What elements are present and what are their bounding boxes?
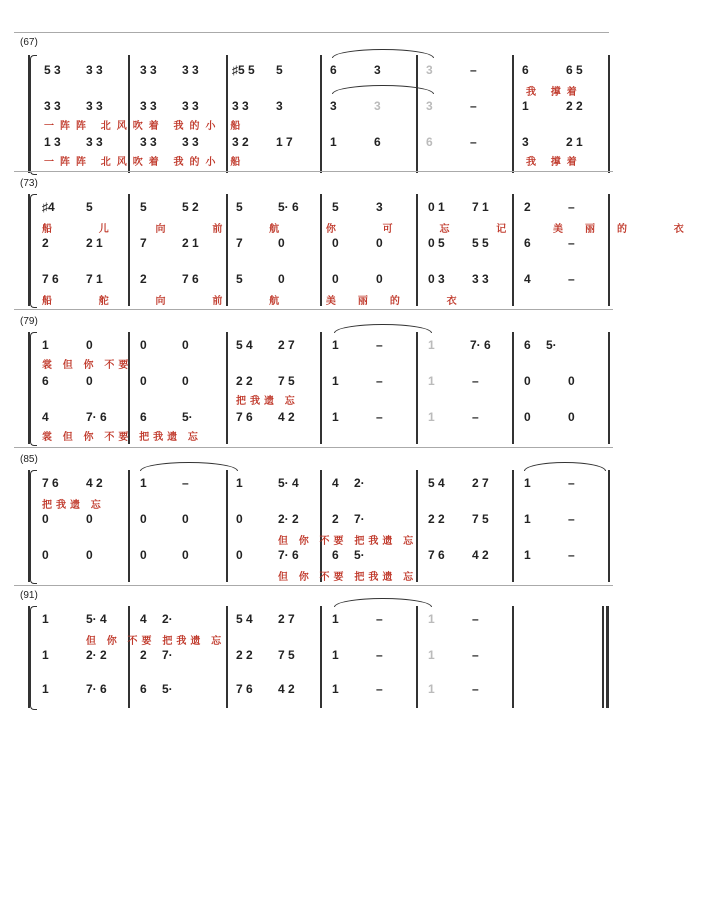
- barline: [226, 606, 228, 708]
- note-group: 7 6: [42, 476, 59, 490]
- note-group: 0: [524, 374, 531, 388]
- final-barline: [602, 606, 604, 708]
- note-group: 3 3: [140, 135, 157, 149]
- lyrics-line: 我 撑着: [526, 87, 583, 98]
- note-group: 3 3: [182, 63, 199, 77]
- note-group: 5: [236, 200, 243, 214]
- note-group: 0: [140, 548, 147, 562]
- final-barline: [606, 606, 609, 708]
- note-group: 2 1: [86, 236, 103, 250]
- note-group: –: [376, 612, 383, 626]
- note-group: 5·: [182, 410, 193, 424]
- note-group: 0: [568, 410, 575, 424]
- note-group: 1: [332, 612, 339, 626]
- system-brace: [30, 55, 37, 175]
- barline: [320, 470, 322, 582]
- lyrics-line: 裳 但 你 不要: [42, 360, 133, 371]
- barline: [512, 55, 514, 173]
- note-group: 3 3: [140, 63, 157, 77]
- note-group: 6: [426, 135, 433, 149]
- lyrics-line: 把我遗 忘: [236, 396, 299, 407]
- note-group: 3 3: [86, 135, 103, 149]
- lyrics-line: 但 你 不要 把我遗 忘: [278, 536, 418, 547]
- note-group: 7 6: [182, 272, 199, 286]
- barline: [416, 55, 418, 173]
- note-group: 7 6: [42, 272, 59, 286]
- note-group: 2·: [354, 476, 365, 490]
- barline: [226, 470, 228, 582]
- barline: [320, 332, 322, 444]
- note-group: 1: [332, 682, 339, 696]
- note-group: 0: [140, 512, 147, 526]
- note-group: 3: [276, 99, 283, 113]
- note-group: 0: [278, 272, 285, 286]
- note-group: –: [568, 272, 575, 286]
- note-group: 3: [426, 63, 433, 77]
- note-group: 3: [522, 135, 529, 149]
- note-group: 2· 2: [86, 648, 107, 662]
- system-73: [14, 176, 706, 311]
- note-group: 3: [376, 200, 383, 214]
- note-group: 2: [42, 236, 49, 250]
- note-group: 1: [42, 682, 49, 696]
- tie: [524, 462, 606, 471]
- barline: [416, 332, 418, 444]
- note-group: 2 7: [472, 476, 489, 490]
- note-group: 1: [332, 410, 339, 424]
- system-brace: [30, 606, 37, 710]
- barline: [608, 332, 610, 444]
- tie: [334, 324, 432, 333]
- note-group: ♯4: [42, 200, 55, 214]
- note-group: 2 7: [278, 612, 295, 626]
- note-group: 0: [236, 548, 243, 562]
- note-group: 0: [376, 272, 383, 286]
- note-group: 4: [140, 612, 147, 626]
- note-group: 1: [524, 512, 531, 526]
- lyrics-line: 但 你 不要 把我遗 忘: [278, 572, 418, 583]
- note-group: 0: [182, 512, 189, 526]
- note-group: 1: [428, 338, 435, 352]
- measure-number: (85): [20, 454, 38, 465]
- note-group: –: [182, 476, 189, 490]
- note-group: 5 4: [236, 612, 253, 626]
- note-group: –: [376, 648, 383, 662]
- note-group: 1: [428, 612, 435, 626]
- note-group: 7: [140, 236, 147, 250]
- note-group: –: [568, 476, 575, 490]
- tie: [334, 598, 432, 607]
- system-79: [14, 314, 613, 449]
- system-divider: [14, 447, 613, 448]
- note-group: 7· 6: [278, 548, 299, 562]
- note-group: 2 2: [566, 99, 583, 113]
- note-group: –: [470, 135, 477, 149]
- note-group: 1: [140, 476, 147, 490]
- lyrics-line: 船 儿 向 前 航 你 可 忘 记 美丽的 衣: [42, 224, 706, 235]
- note-group: 2 2: [236, 374, 253, 388]
- note-group: 0 5: [428, 236, 445, 250]
- note-group: 2: [140, 648, 147, 662]
- note-group: 1: [42, 338, 49, 352]
- system-divider: [14, 585, 613, 586]
- note-group: 2 7: [278, 338, 295, 352]
- note-group: 6: [140, 410, 147, 424]
- note-group: 3 3: [182, 135, 199, 149]
- note-group: 4 2: [278, 410, 295, 424]
- note-group: 5: [332, 200, 339, 214]
- barline: [28, 194, 30, 306]
- note-group: 6: [522, 63, 529, 77]
- barline: [416, 606, 418, 708]
- note-group: 3 3: [140, 99, 157, 113]
- note-group: 4 2: [278, 682, 295, 696]
- note-group: –: [472, 648, 479, 662]
- note-group: 1: [332, 338, 339, 352]
- note-group: 5 5: [472, 236, 489, 250]
- note-group: –: [472, 612, 479, 626]
- note-group: 1: [428, 682, 435, 696]
- note-group: 7· 6: [470, 338, 491, 352]
- barline: [512, 470, 514, 582]
- note-group: 7· 6: [86, 410, 107, 424]
- barline: [128, 606, 130, 708]
- system-85: [14, 452, 613, 587]
- barline: [28, 55, 30, 173]
- note-group: 2: [524, 200, 531, 214]
- barline: [226, 194, 228, 306]
- note-group: –: [568, 200, 575, 214]
- barline: [28, 332, 30, 444]
- note-group: 2·: [162, 612, 173, 626]
- note-group: –: [472, 682, 479, 696]
- note-group: 6: [42, 374, 49, 388]
- tie: [140, 462, 238, 471]
- note-group: 0: [42, 512, 49, 526]
- note-group: 7 6: [236, 410, 253, 424]
- note-group: –: [568, 236, 575, 250]
- note-group: 7 5: [472, 512, 489, 526]
- note-group: 3 3: [232, 99, 249, 113]
- lyrics-line: 裳 但 你 不要 把我遗 忘: [42, 432, 202, 443]
- note-group: 4 2: [472, 548, 489, 562]
- note-group: 3: [330, 99, 337, 113]
- note-group: 0: [182, 338, 189, 352]
- measure-number: (91): [20, 590, 38, 601]
- note-group: 0: [140, 374, 147, 388]
- lyrics-line: 船 舵 向 前 航 美丽的 衣: [42, 296, 479, 307]
- note-group: –: [376, 338, 383, 352]
- note-group: 6: [524, 338, 531, 352]
- note-group: 5: [276, 63, 283, 77]
- note-group: 1: [428, 374, 435, 388]
- note-group: 0: [278, 236, 285, 250]
- note-group: 1: [332, 374, 339, 388]
- note-group: 5·: [162, 682, 173, 696]
- note-group: 1: [236, 476, 243, 490]
- note-group: –: [470, 63, 477, 77]
- barline: [416, 194, 418, 306]
- barline: [320, 55, 322, 173]
- note-group: 5 4: [428, 476, 445, 490]
- barline: [320, 194, 322, 306]
- note-group: 3: [374, 99, 381, 113]
- barline: [608, 470, 610, 582]
- note-group: 0: [332, 236, 339, 250]
- note-group: 0: [86, 548, 93, 562]
- note-group: –: [376, 682, 383, 696]
- note-group: 1: [428, 648, 435, 662]
- note-group: 1 7: [276, 135, 293, 149]
- note-group: 2 2: [428, 512, 445, 526]
- note-group: 6: [524, 236, 531, 250]
- system-brace: [30, 194, 37, 308]
- barline: [128, 194, 130, 306]
- note-group: 3 3: [86, 63, 103, 77]
- note-group: –: [376, 410, 383, 424]
- note-group: 6: [140, 682, 147, 696]
- note-group: 0 3: [428, 272, 445, 286]
- lyrics-line: 但 你 不要 把我遗 忘: [86, 636, 226, 647]
- note-group: 5 2: [182, 200, 199, 214]
- note-group: 0: [524, 410, 531, 424]
- note-group: 5·: [354, 548, 365, 562]
- note-group: 1: [524, 476, 531, 490]
- note-group: 0: [182, 548, 189, 562]
- note-group: 7·: [354, 512, 365, 526]
- barline: [28, 470, 30, 582]
- system-67: [14, 35, 613, 170]
- note-group: –: [568, 548, 575, 562]
- note-group: 3 3: [182, 99, 199, 113]
- lyrics-line: 把我遗 忘: [42, 500, 105, 511]
- lyrics-line: 我 撑着: [526, 157, 583, 168]
- note-group: 7·: [162, 648, 173, 662]
- note-group: 1: [428, 410, 435, 424]
- note-group: –: [472, 374, 479, 388]
- note-group: 7 1: [86, 272, 103, 286]
- system-divider: [14, 309, 613, 310]
- note-group: 0: [86, 338, 93, 352]
- note-group: –: [472, 410, 479, 424]
- note-group: 0: [236, 512, 243, 526]
- note-group: 0: [86, 374, 93, 388]
- note-group: 1: [42, 612, 49, 626]
- barline: [128, 470, 130, 582]
- barline: [512, 332, 514, 444]
- lyrics-line: 一阵阵 北风吹着 我的小 船: [44, 121, 247, 132]
- note-group: 2: [332, 512, 339, 526]
- note-group: 3 3: [86, 99, 103, 113]
- note-group: 5 3: [44, 63, 61, 77]
- note-group: 1: [330, 135, 337, 149]
- note-group: 0: [568, 374, 575, 388]
- note-group: 7 6: [236, 682, 253, 696]
- note-group: 1: [524, 548, 531, 562]
- note-group: 2 1: [566, 135, 583, 149]
- system-divider: [14, 171, 613, 172]
- note-group: 0: [42, 548, 49, 562]
- system-91: [14, 590, 613, 710]
- note-group: 0: [182, 374, 189, 388]
- note-group: –: [568, 512, 575, 526]
- barline: [512, 194, 514, 306]
- system-brace: [30, 470, 37, 584]
- note-group: 4: [524, 272, 531, 286]
- note-group: 0: [140, 338, 147, 352]
- note-group: 7 1: [472, 200, 489, 214]
- note-group: 3 3: [472, 272, 489, 286]
- note-group: 4: [42, 410, 49, 424]
- note-group: 5· 4: [278, 476, 299, 490]
- note-group: 1: [332, 648, 339, 662]
- measure-number: (79): [20, 316, 38, 327]
- note-group: 5· 4: [86, 612, 107, 626]
- measure-number: (73): [20, 178, 38, 189]
- barline: [226, 332, 228, 444]
- system-brace: [30, 332, 37, 446]
- note-group: 7: [236, 236, 243, 250]
- note-group: 6: [332, 548, 339, 562]
- lyrics-line: 一阵阵 北风吹着 我的小 船: [44, 157, 247, 168]
- note-group: 5·: [546, 338, 557, 352]
- tie: [332, 85, 434, 94]
- tie: [332, 49, 434, 58]
- note-group: 3: [374, 63, 381, 77]
- note-group: 4 2: [86, 476, 103, 490]
- note-group: 7 5: [278, 648, 295, 662]
- note-group: ♯5 5: [232, 63, 255, 77]
- barline: [28, 606, 30, 708]
- note-group: 2 1: [182, 236, 199, 250]
- note-group: 6: [330, 63, 337, 77]
- note-group: 6: [374, 135, 381, 149]
- note-group: 0: [332, 272, 339, 286]
- note-group: 0: [376, 236, 383, 250]
- note-group: 7 5: [278, 374, 295, 388]
- note-group: 3 2: [232, 135, 249, 149]
- barline: [320, 606, 322, 708]
- barline: [608, 194, 610, 306]
- note-group: 5· 6: [278, 200, 299, 214]
- note-group: 2· 2: [278, 512, 299, 526]
- barline: [608, 55, 610, 173]
- note-group: 1: [42, 648, 49, 662]
- note-group: 3 3: [44, 99, 61, 113]
- note-group: 3: [426, 99, 433, 113]
- note-group: 7 6: [428, 548, 445, 562]
- note-group: 1 3: [44, 135, 61, 149]
- barline: [512, 606, 514, 708]
- note-group: 5: [86, 200, 93, 214]
- note-group: 1: [522, 99, 529, 113]
- note-group: 0: [86, 512, 93, 526]
- note-group: 2 2: [236, 648, 253, 662]
- top-rule: [14, 32, 609, 33]
- note-group: 2: [140, 272, 147, 286]
- barline: [416, 470, 418, 582]
- note-group: 5 4: [236, 338, 253, 352]
- note-group: 0 1: [428, 200, 445, 214]
- measure-number: (67): [20, 37, 38, 48]
- note-group: 5: [236, 272, 243, 286]
- note-group: 5: [140, 200, 147, 214]
- note-group: 6 5: [566, 63, 583, 77]
- note-group: 7· 6: [86, 682, 107, 696]
- note-group: –: [376, 374, 383, 388]
- note-group: 4: [332, 476, 339, 490]
- note-group: –: [470, 99, 477, 113]
